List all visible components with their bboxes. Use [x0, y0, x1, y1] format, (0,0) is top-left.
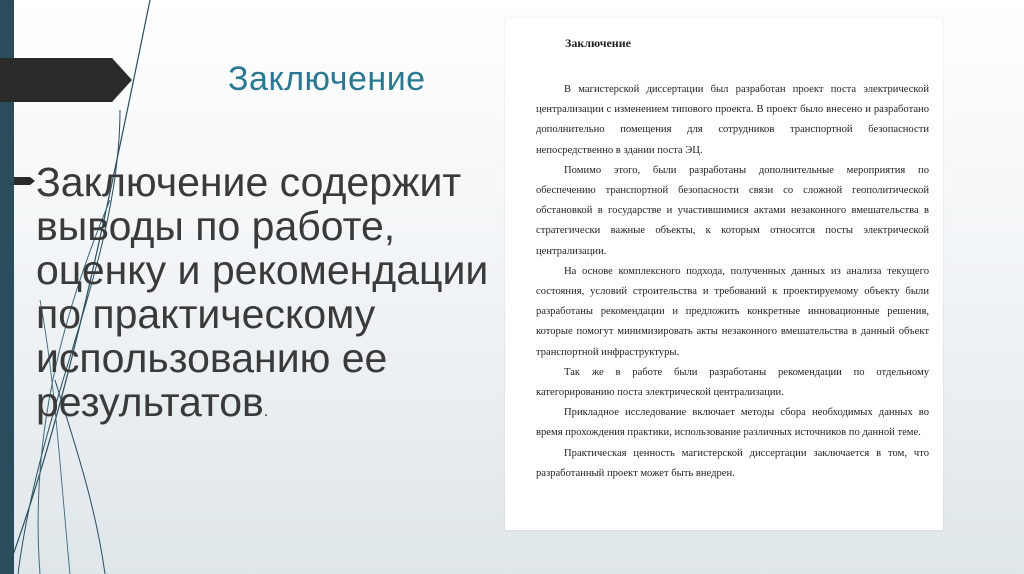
title-marker-tab: [0, 58, 132, 102]
bullet-text-block: [36, 160, 506, 434]
document-body: [536, 80, 929, 484]
document-paragraph: В магистерской диссертации был разработан проект поста электрической централизации с изменением типового проекта. В проект было внесено и разработано дополнительно помещения для сотрудников транспортной безопасности непосредственно в здании поста ЭЦ.: [536, 84, 929, 156]
bullet-text: Заключение содержит выводы по работе, оценку и рекомендации по практическому использованию ее результатов: [36, 159, 489, 425]
arrow-bullet-icon: [14, 176, 36, 186]
document-paragraph: Помимо этого, были разработаны дополнительные мероприятия по обеспечению транспортной безопасности связи со сложной геополитической обстановкой в государстве и участившимися актами незаконного вмешательства в стратегически важные объекты, к которым относятся посты электрической централизации.: [536, 164, 929, 257]
document-paragraph: На основе комплексного подхода, полученных данных из анализа текущего состояния, условий строительства и требований к проектируемому объекту были разработаны рекомендации и предложить конкретные инновационные решения, которые помогут минимизировать акты незаконного вмешательства в данный объект транспортной инфраструктуры.: [536, 265, 929, 358]
document-paragraph: Так же в работе были разработаны рекомендации по отдельному категорированию поста электрической централизации.: [536, 366, 929, 399]
document-paragraph: Практическая ценность магистерской диссертации заключается в том, что разработанный проект может быть внедрен.: [536, 447, 929, 479]
document-paragraph: Прикладное исследование включает методы сбора необходимых данных во время прохождения практики, использование различных источников по данной теме.: [536, 407, 929, 439]
slide-title: Заключение: [228, 60, 426, 98]
document-title: Заключение: [565, 36, 631, 50]
document-scan-image: [505, 18, 943, 530]
bullet-period: .: [263, 403, 269, 420]
